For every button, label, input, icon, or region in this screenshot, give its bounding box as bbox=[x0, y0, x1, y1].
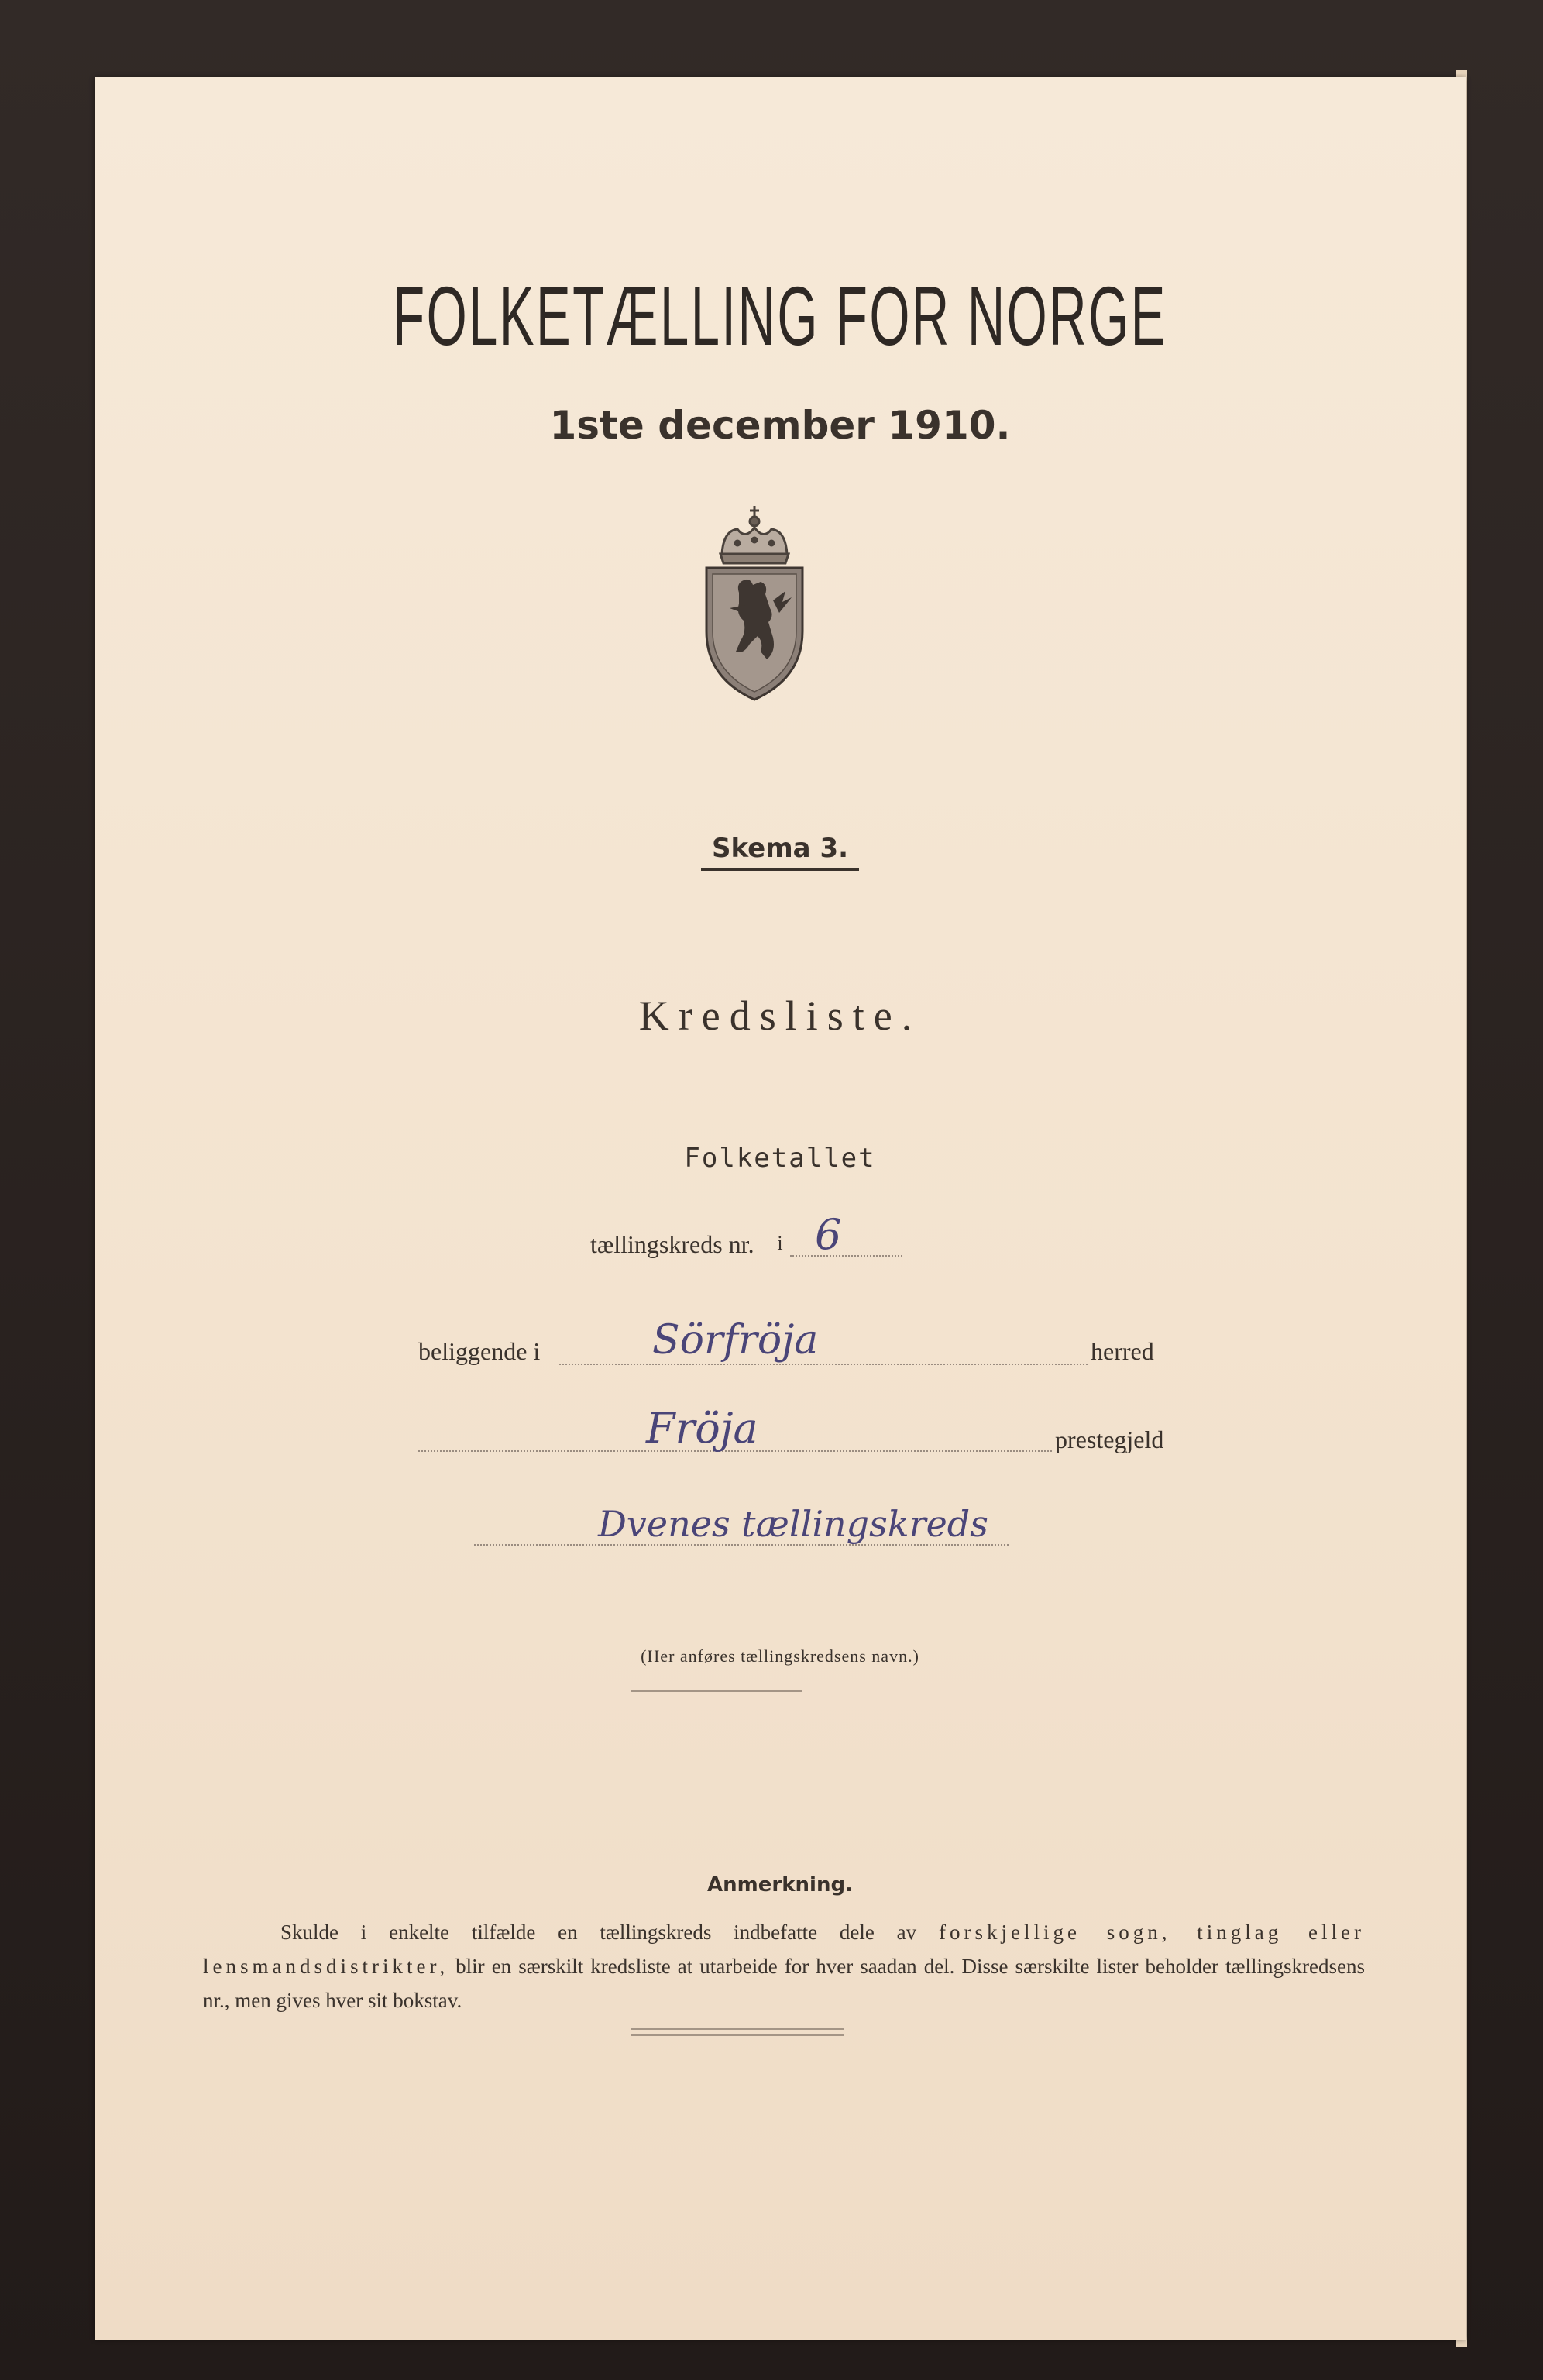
district-number-label: tællingskreds nr. bbox=[590, 1230, 754, 1258]
coat-of-arms-icon bbox=[699, 500, 811, 705]
municipality-suffix: herred bbox=[1091, 1337, 1154, 1365]
district-number-line bbox=[790, 1255, 902, 1257]
district-name-value: Dvenes tællingskreds bbox=[598, 1503, 988, 1545]
subheading: Folketallet bbox=[684, 1143, 876, 1174]
municipality-line bbox=[559, 1364, 1088, 1365]
parish-value: Fröja bbox=[646, 1404, 758, 1453]
document-title: FOLKETÆLLING FOR NORGE bbox=[393, 269, 1167, 363]
remark-text-part2: blir en særskilt kredsliste at utarbeide for hver saadan del. Disse særskilte lister beholder tællingskredsens nr., men gives hver sit bokstav. bbox=[203, 1955, 1365, 2012]
remark-body bbox=[203, 1915, 1365, 2017]
district-name-caption: (Her anføres tællingskredsens navn.) bbox=[641, 1646, 919, 1666]
remark-title: Anmerkning. bbox=[707, 1873, 853, 1897]
heading: Kredsliste. bbox=[638, 992, 922, 1039]
divider-double-top bbox=[631, 2028, 844, 2030]
district-number-value: 6 bbox=[815, 1210, 842, 1259]
census-date: 1ste december 1910. bbox=[549, 403, 1011, 448]
municipality-value: Sörfröja bbox=[652, 1317, 819, 1364]
census-form-page bbox=[95, 77, 1466, 2340]
connector-text: i bbox=[777, 1232, 783, 1254]
located-label: beliggende i bbox=[418, 1337, 541, 1365]
schema-label bbox=[95, 833, 1466, 871]
parish-suffix: prestegjeld bbox=[1055, 1426, 1164, 1453]
schema-text: Skema 3. bbox=[701, 833, 859, 871]
remark-text-spaced: forskjellige sogn, tinglag eller lensmandsdistrikter, bbox=[203, 1921, 1366, 1978]
divider-short bbox=[631, 1690, 802, 1692]
remark-text-part1: Skulde i enkelte tilfælde en tællingskreds indbefatte dele av bbox=[280, 1921, 917, 1944]
divider-double-bottom bbox=[631, 2034, 844, 2036]
